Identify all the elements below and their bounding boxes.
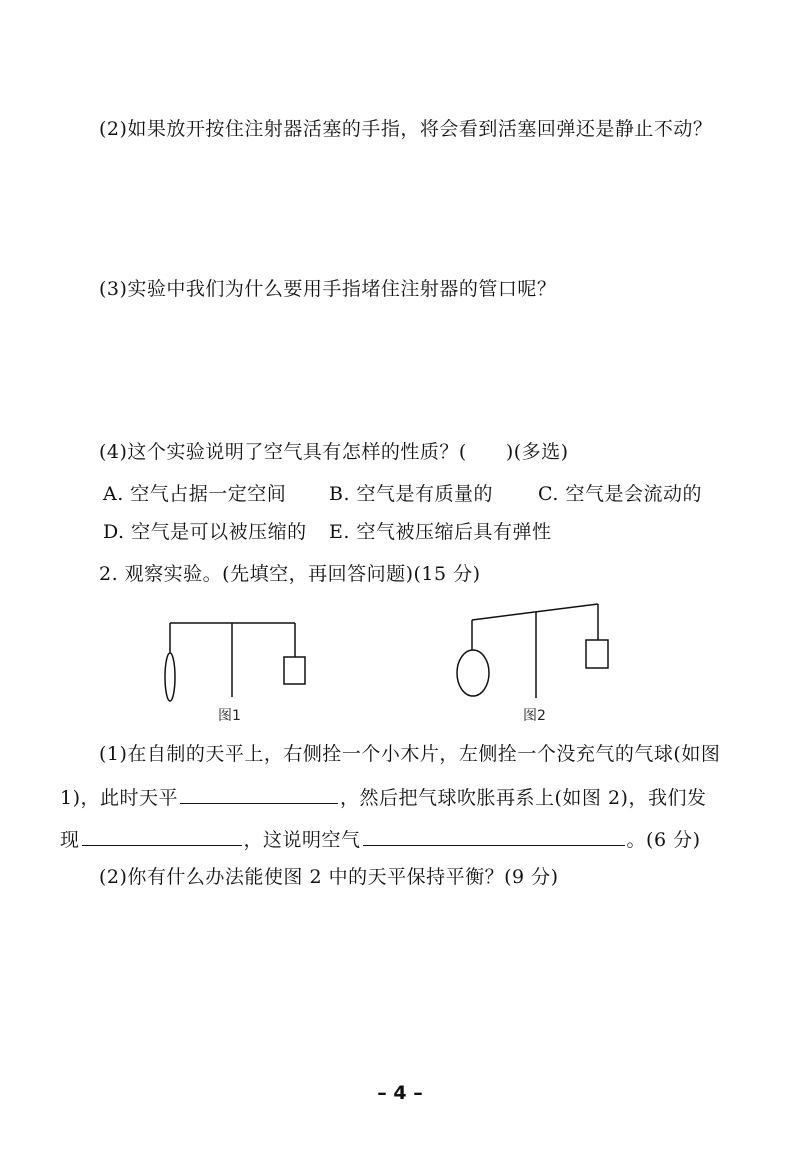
option-d: D. 空气是可以被压缩的 (103, 521, 307, 543)
figure-2-balance-diagram (452, 600, 622, 705)
question-1-part-2: (2)如果放开按住注射器活塞的手指，将会看到活塞回弹还是静止不动？ (99, 118, 713, 140)
figure-1-balance-diagram (160, 615, 320, 705)
line-2-text-b: ，然后把气球吹胀再系上(如图 2)，我们发 (340, 787, 707, 809)
option-c: C. 空气是会流动的 (538, 483, 702, 505)
line-3-text-b: ，这说明空气 (243, 829, 361, 851)
inflated-balloon (457, 650, 489, 696)
question-1-part-4: (4)这个实验说明了空气具有怎样的性质？( )(多选) (99, 441, 569, 463)
wood-block (586, 640, 608, 668)
line-3-text-c: 。(6 分) (626, 829, 701, 851)
line-3-text-a: 现 (60, 829, 80, 851)
observation-blank[interactable] (82, 825, 242, 846)
question-2-part-1-line-1: (1)在自制的天平上，右侧拴一个小木片，左侧拴一个没充气的气球(如图 (99, 743, 721, 765)
question-2-title: 2. 观察实验。(先填空，再回答问题)(15 分) (99, 563, 481, 585)
option-e: E. 空气被压缩后具有弹性 (329, 521, 552, 543)
balance-beam (472, 604, 598, 620)
question-2-part-1-line-3 (60, 825, 701, 853)
option-b: B. 空气是有质量的 (329, 483, 494, 505)
wood-block (284, 657, 305, 684)
deflated-balloon (165, 653, 175, 701)
question-2-part-2: (2)你有什么办法能使图 2 中的天平保持平衡？(9 分) (99, 866, 559, 888)
conclusion-blank[interactable] (363, 825, 625, 846)
question-2-part-1-line-2 (60, 783, 706, 811)
balance-state-blank[interactable] (180, 783, 338, 804)
line-2-text-a: 1)，此时天平 (60, 787, 179, 809)
page-number: – 4 – (377, 1082, 423, 1104)
figure-2-caption: 图2 (523, 708, 546, 724)
question-1-part-3: (3)实验中我们为什么要用手指堵住注射器的管口呢？ (99, 278, 557, 300)
option-a: A. 空气占据一定空间 (103, 483, 287, 505)
figure-1-caption: 图1 (218, 708, 241, 724)
